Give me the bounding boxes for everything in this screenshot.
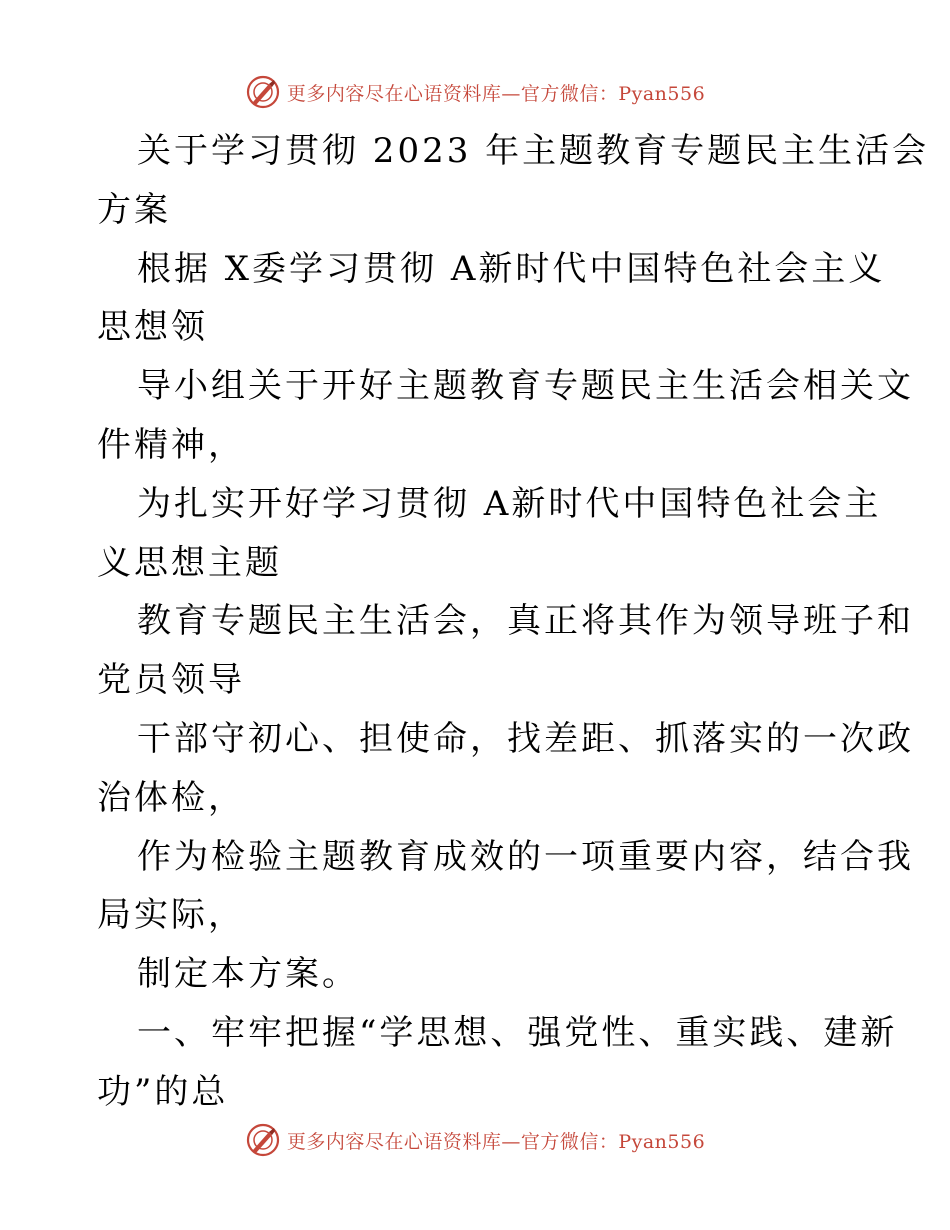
text-line: 根据 X委学习贯彻 A新时代中国特色社会主义 (137, 248, 886, 289)
watermark-text: 更多内容尽在心语资料库—官方微信：Pyan556 (286, 82, 706, 105)
text-line: 思想领 (97, 307, 208, 348)
text-line: 件精神， (97, 424, 245, 465)
text-line: 作为检验主题教育成效的一项重要内容，结合我 (137, 836, 914, 877)
text-line: 为扎实开好学习贯彻 A新时代中国特色社会主 (137, 483, 882, 524)
watermark-header (0, 72, 950, 112)
text-line: 党员领导 (97, 660, 245, 701)
pen-logo-icon (245, 1122, 281, 1158)
text-line: 义思想主题 (97, 542, 282, 583)
watermark-text: 更多内容尽在心语资料库—官方微信：Pyan556 (286, 1130, 706, 1153)
text-line: 干部守初心、担使命，找差距、抓落实的一次政 (137, 718, 914, 759)
text-line: 教育专题民主生活会，真正将其作为领导班子和 (137, 601, 914, 642)
text-line: 一、牢牢把握“学思想、强党性、重实践、建新 (137, 1012, 898, 1053)
watermark-footer (0, 1120, 950, 1160)
text-line: 局实际， (97, 895, 245, 936)
text-line: 导小组关于开好主题教育专题民主生活会相关文 (137, 366, 914, 407)
pen-logo-icon (245, 74, 281, 110)
text-line: 关于学习贯彻 2023 年主题教育专题民主生活会 (137, 131, 930, 171)
document-body (97, 122, 930, 1122)
text-line: 治体检， (97, 777, 245, 818)
text-line: 制定本方案。 (137, 954, 359, 995)
text-line: 方案 (97, 189, 171, 230)
text-line: 功”的总 (97, 1071, 229, 1112)
